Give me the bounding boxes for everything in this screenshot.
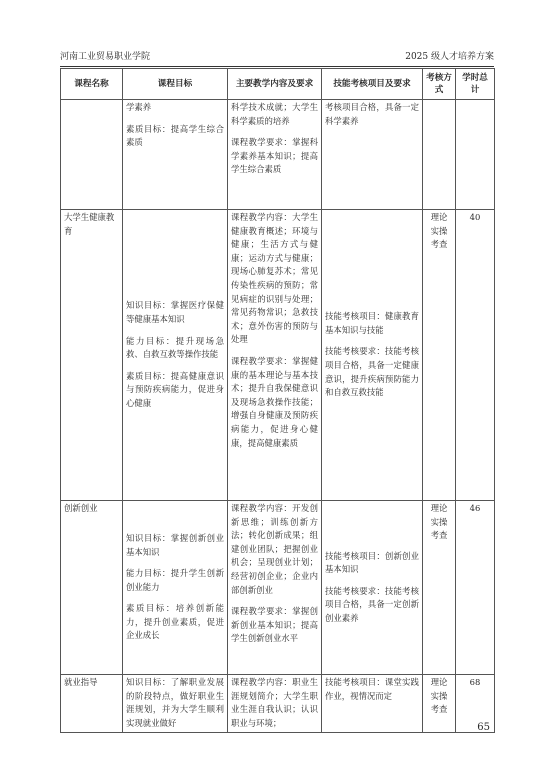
assessment-cell xyxy=(423,210,456,501)
curriculum-table xyxy=(60,68,495,733)
content-text: 课程教学内容：职业生涯规划简介；大学生职业生涯自我认识；认识职业与环境； xyxy=(231,677,318,728)
goals-cell xyxy=(123,210,228,501)
skills-cell xyxy=(322,501,423,675)
course-name-cell: 创新创业 xyxy=(61,501,123,675)
col-header-hours: 学时总计 xyxy=(456,69,495,100)
skills-text: 技能考核要求：技能考核项目合格，具备一定创新创业素养 xyxy=(325,585,419,623)
col-header-skills: 技能考核项目及要求 xyxy=(322,69,423,100)
col-header-course-goals: 课程目标 xyxy=(123,69,228,100)
page-header xyxy=(60,50,494,67)
assessment-text: 理论 xyxy=(430,212,448,222)
assessment-text: 考查 xyxy=(430,530,448,541)
skills-text: 技能考核要求：技能考核项目合格，具备一定健康意识，提升疾病预防能力和自救互救技能 xyxy=(325,346,419,398)
content-text: 课程教学内容：开发创新思维；训练创新方法；转化创新成果；组建创业团队；把握创业机会；呈现创业计划；经营初创企业；企业内部创新创业 xyxy=(231,503,318,595)
assessment-text: 实操 xyxy=(430,516,448,527)
col-header-content: 主要教学内容及要求 xyxy=(228,69,322,100)
goal-text: 素质目标：提高健康意识与预防疾病能力，促进身心健康 xyxy=(126,370,224,408)
page-number: 65 xyxy=(477,722,490,733)
table-row xyxy=(61,210,495,501)
goal-text: 知识目标：掌握医疗保健等健康基本知识 xyxy=(126,300,224,325)
goal-text: 素质目标：提高学生综合素质 xyxy=(126,123,224,148)
assessment-cell xyxy=(423,501,456,675)
goal-text: 能力目标：提升现场急救、自救互救等操作技能 xyxy=(126,335,224,360)
content-cell xyxy=(228,501,322,675)
table-row xyxy=(61,501,495,675)
hours-cell xyxy=(456,100,495,210)
course-name-cell: 就业指导 xyxy=(61,675,123,733)
course-name-cell: 大学生健康教育 xyxy=(61,210,123,501)
content-text: 课程教学内容：大学生健康教育概述；环境与健康；生活方式与健康；运动方式与健康；现场心肺复苏术；常见传染性疾病的预防；常见病症的识别与处理；常见药物常识；急救技术；意外伤害的预防与处理 xyxy=(231,212,318,345)
content-cell xyxy=(228,210,322,501)
assessment-text: 理论 xyxy=(430,677,448,687)
assessment-text: 考查 xyxy=(430,704,448,715)
skills-text: 技能考核项目：健康教育基本知识与技能 xyxy=(325,311,419,335)
content-text: 科学技术成就；大学生科学素质的培养 xyxy=(231,102,318,126)
skills-text: 技能考核项目：创新创业基本知识 xyxy=(325,550,419,575)
skills-cell xyxy=(322,210,423,501)
assessment-text: 实操 xyxy=(430,225,448,236)
col-header-assessment: 考核方式 xyxy=(423,69,456,100)
goal-text: 能力目标：提升学生创新创业能力 xyxy=(126,568,224,592)
document-title: 2025 级人才培养方案 xyxy=(405,52,494,62)
course-name-cell xyxy=(61,100,123,210)
goal-text: 知识目标：掌握创新创业基本知识 xyxy=(126,532,224,557)
goal-text: 学素养 xyxy=(126,102,152,112)
skills-text: 技能考核项目：课堂实践作业，视情况而定 xyxy=(325,677,419,701)
goals-cell xyxy=(123,501,228,675)
assessment-cell xyxy=(423,100,456,210)
content-text: 课程教学要求：掌握健康的基本理论与基本技术；提升自我保健意识及现场急救操作技能；增强自身健康及预防疾病能力，促进身心健康，提高健康素质 xyxy=(231,355,318,448)
col-header-course-name: 课程名称 xyxy=(61,69,123,100)
assessment-cell xyxy=(423,675,456,733)
goal-text: 素质目标：培养创新能力，提升创业素质，促进企业成长 xyxy=(126,603,224,641)
assessment-text: 实操 xyxy=(430,690,448,701)
content-cell xyxy=(228,100,322,210)
skills-cell xyxy=(322,100,423,210)
school-name: 河南工业贸易职业学院 xyxy=(60,52,151,62)
assessment-text: 理论 xyxy=(430,503,448,513)
table-row xyxy=(61,100,495,210)
table-row xyxy=(61,675,495,733)
table-header-row xyxy=(61,69,495,100)
goals-cell xyxy=(123,100,228,210)
hours-cell: 40 xyxy=(456,210,495,501)
goals-cell xyxy=(123,675,228,733)
assessment-text: 考查 xyxy=(430,239,448,250)
skills-text: 考核项目合格，具备一定科学素养 xyxy=(325,102,419,126)
hours-cell: 68 xyxy=(456,675,495,733)
skills-cell xyxy=(322,675,423,733)
content-text: 课程教学要求：掌握科学素养基本知识；提高学生综合素质 xyxy=(231,137,318,175)
content-text: 课程教学要求：掌握创新创业基本知识；提高学生创新创业水平 xyxy=(231,606,318,644)
goal-text: 知识目标：了解职业发展的阶段特点，做好职业生涯规划，并为大学生顺利实现就业做好 xyxy=(126,677,224,728)
hours-cell: 46 xyxy=(456,501,495,675)
content-cell xyxy=(228,675,322,733)
